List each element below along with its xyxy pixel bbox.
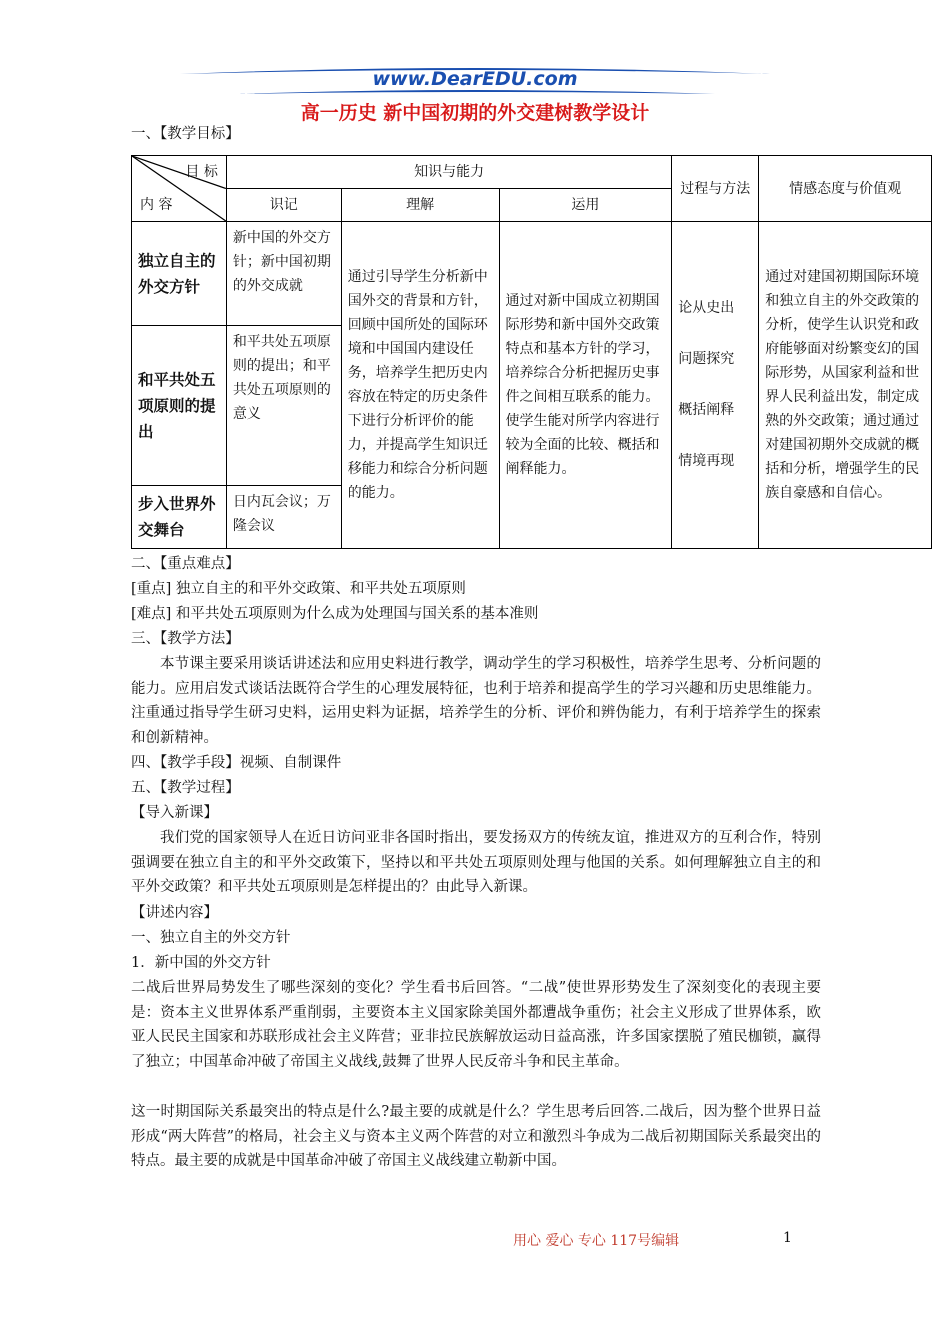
body-paragraph-1: 二战后世界局势发生了哪些深刻的变化？学生看书后回答。“二战”使世界形势发生了深刻变化的表现主要是：资本主义世界体系严重削弱，主要资本主义国家除美国外都遭战争重伤；社会主义形成了世界体系，欧亚人民民主国家和苏联形成社会主义阵营；亚非拉民族解放运动日益高涨，许多国家摆脱了殖民枷锁，赢得了独立；中国革命冲破了帝国主义战线,鼓舞了世界人民反帝斗争和民主革命。 <box>131 980 821 1070</box>
table-corner-cell <box>132 156 227 222</box>
header-apply: 运用 <box>499 189 672 222</box>
apply-cell: 通过对新中国成立初期国际形势和新中国外交政策特点和基本方针的学习，培养综合分析把握历史事件之间相互联系的能力。使学生能对所学内容进行较为全面的比较、概括和阐释能力。 <box>499 222 672 549</box>
row-head-independent: 独立自主的外交方针 <box>132 222 227 326</box>
footer-text: 用心 爱心 专心 117号编辑 <box>513 1233 680 1249</box>
row-head-world-stage: 步入世界外交舞台 <box>132 486 227 549</box>
section-heading-process: 五、【教学过程】 <box>131 780 240 796</box>
page-title: 高一历史 新中国初期的外交建树教学设计 <box>300 102 650 124</box>
method-paragraph: 本节课主要采用谈话讲述法和应用史料进行教学，调动学生的学习积极性，培养学生思考、分析问题的能力。应用启发式谈话法既符合学生的心理发展特征，也利于培养和提高学生的学习兴趣和历史思维能力。注重通过指导学生研习史料，运用史料为证据，培养学生的分析、评价和辨伪能力，有利于培养学生的探索和创新精神。 <box>131 656 821 746</box>
row2-recall: 和平共处五项原则的提出；和平共处五项原则的意义 <box>226 326 341 486</box>
section-heading-means: 四、【教学手段】视频、自制课件 <box>131 755 342 771</box>
header-knowledge: 知识与能力 <box>226 156 671 189</box>
site-logo <box>175 64 775 98</box>
method-item: 问题探究 <box>678 351 735 367</box>
section-heading-goals: 一、【教学目标】 <box>131 126 240 142</box>
row3-recall: 日内瓦会议；万隆会议 <box>226 486 341 549</box>
difficult-point: [难点] 和平共处五项原则为什么成为处理国与国关系的基本准则 <box>131 606 539 622</box>
section-heading-key: 二、【重点难点】 <box>131 556 240 572</box>
understand-cell: 通过引导学生分析新中国外交的背景和方针，回顾中国所处的国际环境和中国国内建设任务，培养学生把历史内容放在特定的历史条件下进行分析评价的能力，并提高学生知识迁移能力和综合分析问题的能力。 <box>341 222 499 549</box>
subheading-independent: 一、独立自主的外交方针 <box>131 930 291 946</box>
subheading-policy: 1．新中国的外交方针 <box>131 955 271 971</box>
row-head-five-principles: 和平共处五项原则的提出 <box>132 326 227 486</box>
header-recall: 识记 <box>226 189 341 222</box>
header-process: 过程与方法 <box>672 156 759 222</box>
intro-paragraph: 我们党的国家领导人在近日访问亚非各国时指出，要发扬双方的传统友谊，推进双方的互利合作，特别强调要在独立自主的和平外交政策下，坚持以和平共处五项原则处理与他国的关系。如何理解独立自主的和平外交政策？和平共处五项原则是怎样提出的？由此导入新课。 <box>131 830 821 895</box>
key-point: [重点] 独立自主的和平外交政策、和平共处五项原则 <box>131 581 466 597</box>
section-heading-method: 三、【教学方法】 <box>131 631 240 647</box>
content-heading: 【讲述内容】 <box>131 905 218 921</box>
logo-text: www.DearEDU.com <box>372 68 578 90</box>
header-attitude: 情感态度与价值观 <box>759 156 932 222</box>
process-cell <box>672 222 759 549</box>
header-understand: 理解 <box>341 189 499 222</box>
corner-label-goal: 目 标 <box>185 164 218 180</box>
method-item: 论从史出 <box>678 300 735 316</box>
method-item: 概括阐释 <box>678 402 735 418</box>
objectives-table <box>131 155 932 549</box>
attitude-cell: 通过对建国初期国际环境和独立自主的外交政策的分析，使学生认识党和政府能够面对纷繁变幻的国际形势，从国家利益和世界人民利益出发，制定成熟的外交政策；通过通过对建国初期外交成就的概括和分析，增强学生的民族自豪感和自信心。 <box>759 222 932 549</box>
corner-label-content: 内 容 <box>140 197 173 213</box>
method-item: 情境再现 <box>678 453 735 469</box>
page-number: 1 <box>783 1230 792 1246</box>
intro-heading: 【导入新课】 <box>131 805 218 821</box>
row1-recall: 新中国的外交方针；新中国初期的外交成就 <box>226 222 341 326</box>
body-paragraph-2: 这一时期国际关系最突出的特点是什么?最主要的成就是什么？学生思考后回答.二战后，因为整个世界日益形成“两大阵营”的格局，社会主义与资本主义两个阵营的对立和激烈斗争成为二战后初期国际关系最突出的特点。最主要的成就是中国革命冲破了帝国主义战线建立勒新中国。 <box>131 1104 821 1169</box>
